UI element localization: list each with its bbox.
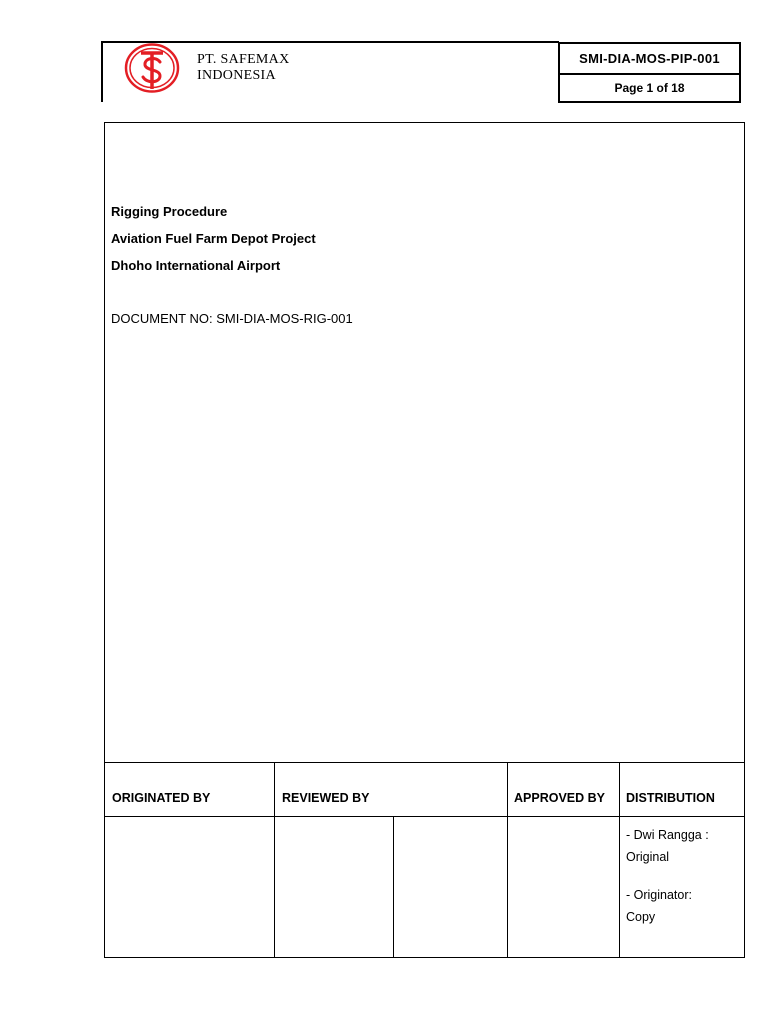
table-rule-header — [104, 816, 745, 817]
distribution-recipient: - Dwi Rangga : — [626, 828, 709, 842]
document-number: DOCUMENT NO: SMI-DIA-MOS-RIG-001 — [111, 311, 353, 326]
table-col-divider — [619, 762, 620, 958]
distribution-item-line1 — [626, 884, 737, 906]
distribution-copy-type: Original — [626, 850, 670, 864]
reviewed-by-header: REVIEWED BY — [282, 791, 370, 805]
company-name — [197, 52, 290, 84]
doc-code-box — [558, 42, 741, 103]
doc-title: Rigging Procedure — [111, 204, 228, 219]
page-indicator: Page 1 of 18 — [614, 81, 685, 95]
distribution-item — [626, 884, 737, 928]
company-name-line1: PT. SAFEMAX — [197, 52, 290, 67]
distribution-recipient: - Originator: — [626, 888, 692, 902]
table-col-divider — [274, 762, 275, 958]
approved-by-header: APPROVED BY — [514, 791, 605, 805]
table-rule-top — [104, 762, 745, 763]
safemax-logo-icon — [123, 42, 181, 94]
project-location: Dhoho International Airport — [111, 258, 281, 273]
originated-by-header: ORIGINATED BY — [112, 791, 211, 805]
table-col-divider — [507, 762, 508, 958]
distribution-item-line1 — [626, 824, 737, 846]
header-left-rule — [101, 41, 103, 102]
doc-code: SMI-DIA-MOS-PIP-001 — [560, 44, 739, 75]
distribution-copy-type: Copy — [626, 910, 656, 924]
distribution-header: DISTRIBUTION — [626, 791, 715, 805]
company-name-line2: INDONESIA — [197, 68, 276, 83]
table-col-divider — [393, 816, 394, 958]
distribution-item — [626, 824, 737, 868]
project-name: Aviation Fuel Farm Depot Project — [111, 231, 316, 246]
